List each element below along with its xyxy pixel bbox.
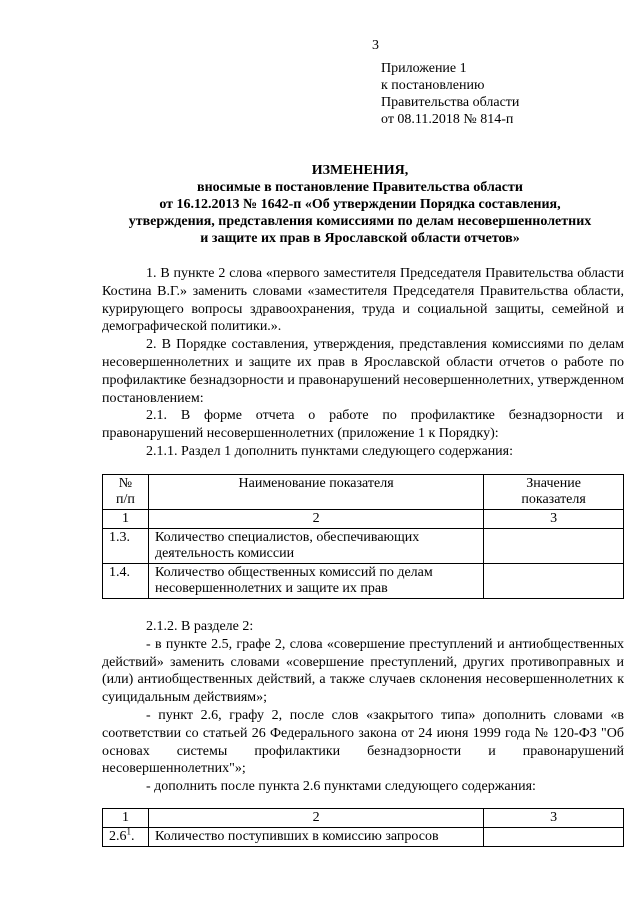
row-value (484, 564, 624, 599)
table-header-row (103, 475, 624, 510)
row-num: 1.3. (103, 529, 149, 564)
paragraph: 1. В пункте 2 слова «первого заместителя Председателя Правительства области Костина В.Г.» заменить словами «заместителя Председателя Правительства области, курирующего вопросы здравоохранения, труда и социальной защиты, семейной и демографической политики.». (102, 266, 624, 335)
document-title (100, 162, 620, 247)
appendix-line: Приложение 1 (381, 61, 467, 76)
row-value (484, 828, 624, 847)
header-num: № п/п (103, 475, 149, 510)
row-name: Количество общественных комиссий по делам несовершеннолетних и защите их прав (148, 564, 483, 599)
appendix-line: к постановлению (381, 78, 485, 93)
paragraph: - дополнить после пункта 2.6 пунктами следующего содержания: (146, 779, 536, 795)
colnum: 2 (148, 809, 483, 828)
table-colnum-row (103, 510, 624, 529)
row-num: 1.4. (103, 564, 149, 599)
title-line: утверждения, представления комиссиями по делам несовершеннолетних (128, 214, 592, 229)
appendix-reference (381, 60, 519, 128)
title-line: и защите их прав в Ярославской области отчетов» (200, 231, 520, 246)
title-line: вносимые в постановление Правительства области (197, 180, 523, 195)
body-section-1 (102, 265, 624, 461)
indicators-table-2 (102, 808, 624, 847)
indicators-table-1 (102, 474, 624, 599)
paragraph: - в пункте 2.5, графе 2, слова «совершение преступлений и антиобщественных действий» заменить словами «совершение преступлений, других противоправных и (или) антиобщественных действий, а также случаев склонения несовершеннолетних к суицидальным действиям»; (102, 636, 624, 706)
colnum: 1 (103, 809, 149, 828)
table-row (103, 564, 624, 599)
row-name: Количество поступивших в комиссию запросов (148, 828, 483, 847)
title-line: от 16.12.2013 № 1642-п «Об утверждении Порядка составления, (159, 197, 561, 212)
row-num: $2.6^1$. (103, 828, 149, 847)
colnum: 2 (148, 510, 483, 529)
title-line: ИЗМЕНЕНИЯ, (311, 163, 409, 178)
table-row (103, 529, 624, 564)
row-name: Количество специалистов, обеспечивающих деятельность комиссии (148, 529, 483, 564)
paragraph: 2. В Порядке составления, утверждения, представления комиссиями по делам несовершеннолетних и защите их прав в Ярославской области отчетов о работе по профилактике безнадзорности и правонарушений несовершеннолетних, утвержденном постановлением: (102, 337, 624, 406)
page-number: 3 (372, 38, 379, 53)
paragraph: 2.1.2. В разделе 2: (146, 619, 254, 634)
paragraph: 2.1.1. Раздел 1 дополнить пунктами следующего содержания: (146, 443, 514, 459)
paragraph: 2.1. В форме отчета о работе по профилактике безнадзорности и правонарушений несовершеннолетних (приложение 1 к Порядку): (102, 408, 624, 442)
header-value: Значение показателя (484, 475, 624, 510)
table-colnum-row (103, 809, 624, 828)
body-section-2 (102, 618, 624, 796)
header-name: Наименование показателя (148, 475, 483, 510)
colnum: 3 (484, 809, 624, 828)
appendix-line: от 08.11.2018 № 814-п (381, 112, 514, 127)
colnum: 3 (484, 510, 624, 529)
table-row (103, 828, 624, 847)
colnum: 1 (103, 510, 149, 529)
appendix-line: Правительства области (381, 95, 520, 110)
row-value (484, 529, 624, 564)
paragraph: - пункт 2.6, графу 2, после слов «закрытого типа» дополнить словами «в соответствии со статьей 26 Федерального закона от 24 июня 1999 года № 120-ФЗ "Об основах системы профилактики безнадзорности и правонарушений несовершеннолетних"»; (102, 707, 624, 777)
